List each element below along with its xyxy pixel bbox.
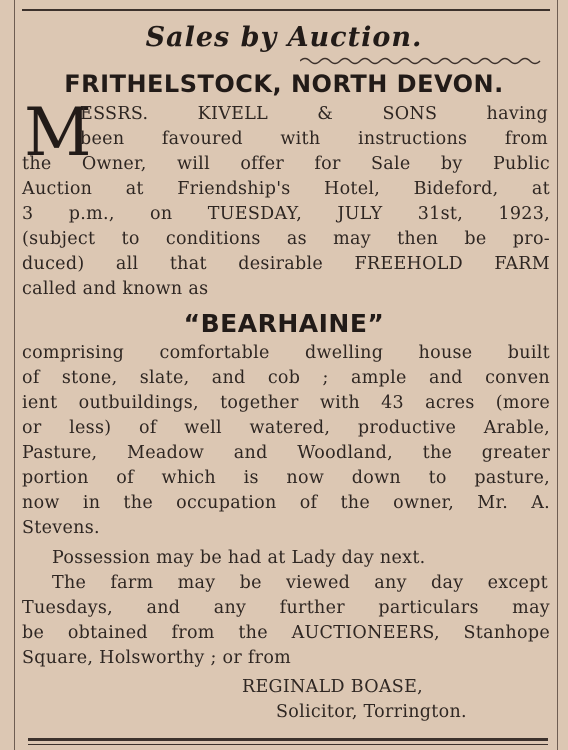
advert-heading: Sales by Auction. bbox=[145, 22, 423, 53]
text-line: ient outbuildings, together with 43 acres (more bbox=[22, 393, 550, 413]
signatory-name: REGINALD BOASE, bbox=[242, 677, 424, 697]
text-line: Tuesdays, and any further particulars may bbox=[22, 598, 550, 618]
drop-cap: M bbox=[24, 94, 92, 171]
location-title: FRITHELSTOCK, NORTH DEVON. bbox=[64, 70, 504, 98]
text-line: comprising comfortable dwelling house built bbox=[22, 343, 550, 363]
text-line: Square, Holsworthy ; or from bbox=[22, 648, 292, 668]
text-line: now in the occupation of the owner, Mr. A. bbox=[22, 493, 550, 513]
left-column-rule bbox=[14, 0, 15, 750]
text-line: portion of which is now down to pasture, bbox=[22, 468, 550, 488]
text-line: duced) all that desirable FREEHOLD FARM bbox=[22, 254, 550, 274]
text-line: The farm may be viewed any day except bbox=[52, 573, 548, 593]
text-line: been favoured with instructions from bbox=[80, 129, 548, 149]
text-line: Possession may be had at Lady day next. bbox=[52, 548, 426, 568]
top-rule bbox=[22, 9, 550, 11]
right-column-rule bbox=[557, 0, 558, 750]
bottom-rule bbox=[28, 738, 548, 741]
text-line: 3 p.m., on TUESDAY, JULY 31st, 1923, bbox=[22, 204, 550, 224]
text-line: ESSRS. KIVELL & SONS having bbox=[80, 104, 548, 124]
farm-name: “BEARHAINE” bbox=[183, 309, 385, 338]
signatory-title: Solicitor, Torrington. bbox=[276, 702, 467, 722]
text-line: of stone, slate, and cob ; ample and conven bbox=[22, 368, 550, 388]
text-line: Auction at Friendship's Hotel, Bideford, at bbox=[22, 179, 550, 199]
text-line: Pasture, Meadow and Woodland, the greater bbox=[22, 443, 550, 463]
bottom-rule-thin bbox=[28, 744, 548, 745]
text-line: (subject to conditions as may then be pro- bbox=[22, 229, 550, 249]
text-line: be obtained from the AUCTIONEERS, Stanhope bbox=[22, 623, 550, 643]
text-line: the Owner, will offer for Sale by Public bbox=[22, 154, 550, 174]
decorative-flourish bbox=[300, 56, 544, 66]
text-line: Stevens. bbox=[22, 518, 100, 538]
text-line: called and known as bbox=[22, 279, 209, 299]
text-line: or less) of well watered, productive Arable, bbox=[22, 418, 550, 438]
